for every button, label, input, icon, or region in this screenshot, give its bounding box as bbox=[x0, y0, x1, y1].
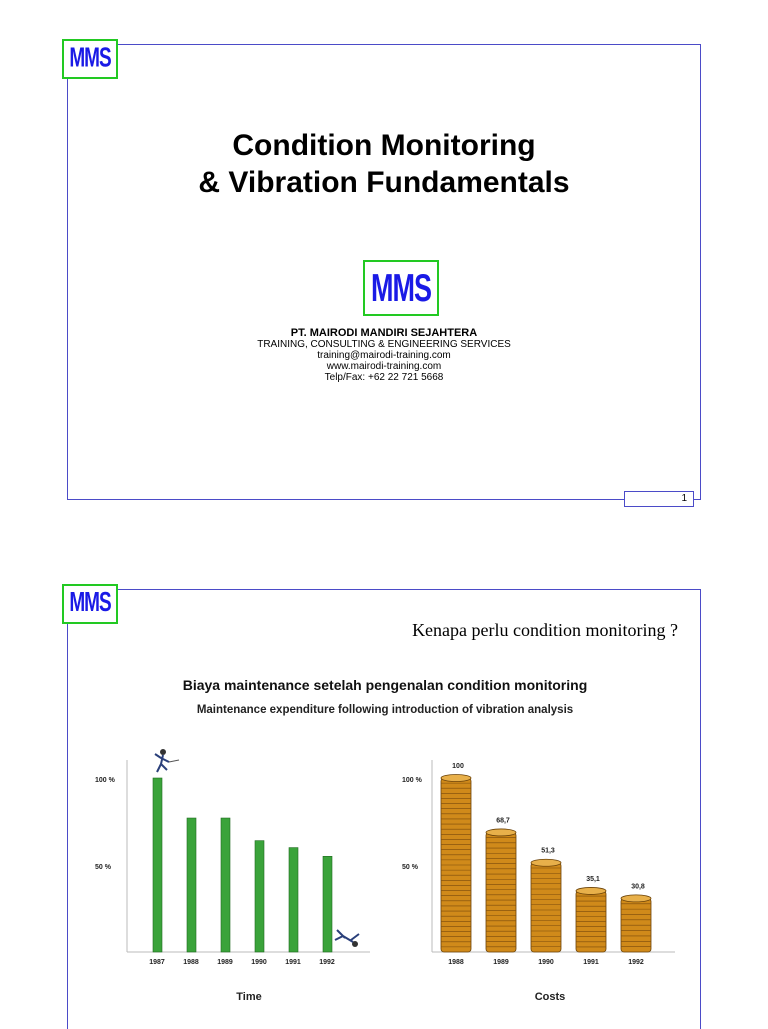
fallen-figure bbox=[335, 930, 359, 947]
company-info bbox=[68, 328, 700, 383]
x-tick-label: 1988 bbox=[448, 959, 464, 966]
x-tick-label: 1991 bbox=[285, 959, 301, 966]
coin-stack bbox=[531, 859, 561, 952]
slide-title-line-1: Condition Monitoring bbox=[232, 129, 536, 162]
x-tick-label: 1987 bbox=[149, 959, 165, 966]
slide-1 bbox=[67, 43, 701, 504]
coin-stack bbox=[576, 887, 606, 952]
x-tick-label: 1991 bbox=[583, 959, 599, 966]
y-tick-label: 50 % bbox=[95, 864, 111, 871]
company-website: www.mairodi-training.com bbox=[326, 361, 442, 372]
bar bbox=[289, 848, 298, 952]
logo-text: MMS bbox=[69, 588, 111, 619]
company-name: PT. MAIRODI MANDIRI SEJAHTERA bbox=[290, 327, 478, 339]
x-tick-label: 1988 bbox=[183, 959, 199, 966]
logo-text-center: MMS bbox=[371, 265, 431, 310]
bar bbox=[153, 778, 162, 952]
bar bbox=[221, 818, 230, 952]
chart-title: Biaya maintenance setelah pengenalan condition monitoring bbox=[182, 677, 588, 693]
x-tick-label: 1990 bbox=[251, 959, 267, 966]
mms-logo bbox=[62, 39, 118, 79]
y-tick-label: 50 % bbox=[402, 864, 418, 871]
logo-text: MMS bbox=[69, 43, 111, 74]
mms-logo bbox=[62, 584, 118, 624]
bar bbox=[323, 856, 332, 952]
bar bbox=[187, 818, 196, 952]
data-label: 30,8 bbox=[631, 883, 645, 891]
x-tick-label: 1990 bbox=[538, 959, 554, 966]
page-number: 1 bbox=[624, 491, 694, 507]
data-label: 35,1 bbox=[586, 875, 600, 883]
costs-coin-chart bbox=[390, 740, 680, 1010]
x-tick-label: 1992 bbox=[319, 959, 335, 966]
company-phone: Telp/Fax: +62 22 721 5668 bbox=[324, 372, 444, 383]
company-email: training@mairodi-training.com bbox=[317, 350, 451, 361]
coin-stack bbox=[486, 829, 516, 952]
company-services: TRAINING, CONSULTING & ENGINEERING SERVICES bbox=[257, 339, 511, 350]
data-label: 68,7 bbox=[496, 817, 510, 825]
climber-figure bbox=[155, 749, 179, 772]
slide-heading: Kenapa perlu condition monitoring ? bbox=[412, 620, 678, 640]
mms-logo-center bbox=[363, 260, 439, 316]
x-axis-label: Costs bbox=[534, 991, 566, 1003]
coin-stack bbox=[621, 895, 651, 952]
x-axis-label: Time bbox=[236, 991, 262, 1003]
y-tick-label: 100 % bbox=[402, 777, 422, 784]
data-label: 100 bbox=[452, 763, 464, 770]
chart-subtitle: Maintenance expenditure following introduction of vibration analysis bbox=[196, 704, 574, 716]
x-tick-label: 1989 bbox=[217, 959, 233, 966]
slide-title-line-2: & Vibration Fundamentals bbox=[198, 166, 570, 199]
x-tick-label: 1989 bbox=[493, 959, 509, 966]
x-tick-label: 1992 bbox=[628, 959, 644, 966]
y-tick-label: 100 % bbox=[95, 777, 115, 784]
time-bar-chart bbox=[85, 740, 375, 1010]
bar bbox=[255, 841, 264, 952]
coin-stack bbox=[441, 775, 471, 953]
data-label: 51,3 bbox=[541, 847, 555, 855]
